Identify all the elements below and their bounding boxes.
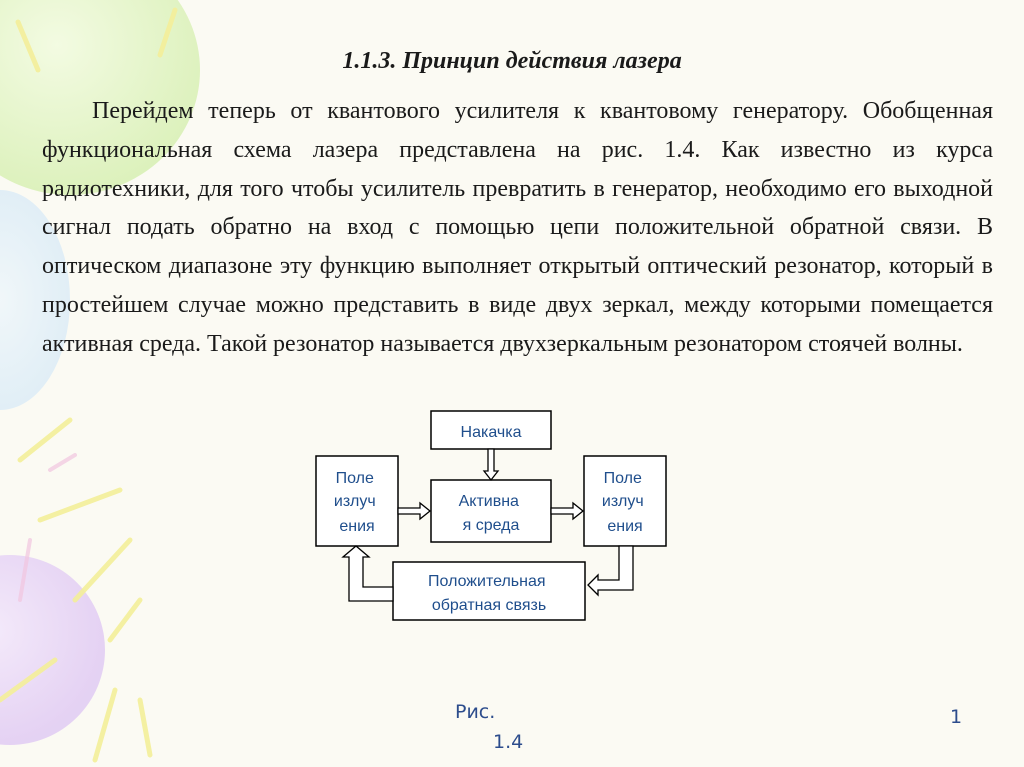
active-to-right-arrow bbox=[551, 503, 583, 519]
field-left-label: Поле излуч ения bbox=[333, 470, 376, 535]
left-to-active-arrow bbox=[398, 503, 430, 519]
feedback-to-left-arrow bbox=[343, 546, 393, 601]
pump-arrow bbox=[484, 449, 498, 480]
body-paragraph: Перейдем теперь от квантового усилителя к квантовому генератору. Обобщенная функциональная схема лазера представлена на рис. 1.4. Как известно из курса радиотехники, для того чтобы усилитель превратить в генератор, необходимо его выходной сигнал подать обратно на вход с помощью цепи положительной обратной связи. В оптическом диапазоне эту функцию выполняет открытый оптический резонатор, который в простейшем случае можно представить в виде двух зеркал, между которыми помещается активная среда. Такой резонатор называется двухзеркальным резонатором стоячей волны. bbox=[42, 98, 993, 357]
caption-line-2: 1.4 bbox=[493, 731, 524, 753]
figure-caption bbox=[447, 697, 547, 757]
right-to-feedback-arrow bbox=[588, 546, 633, 595]
active-medium-label: Активна я среда bbox=[458, 493, 520, 534]
field-right-label: Поле излуч ения bbox=[601, 470, 644, 535]
feedback-label: Положительная обратная связь bbox=[428, 573, 547, 614]
page-number: 1 bbox=[950, 706, 963, 728]
caption-line-1: Рис. bbox=[455, 701, 496, 723]
section-title: 1.1.3. Принцип действия лазера bbox=[342, 48, 682, 74]
pump-label: Накачка bbox=[460, 424, 522, 441]
